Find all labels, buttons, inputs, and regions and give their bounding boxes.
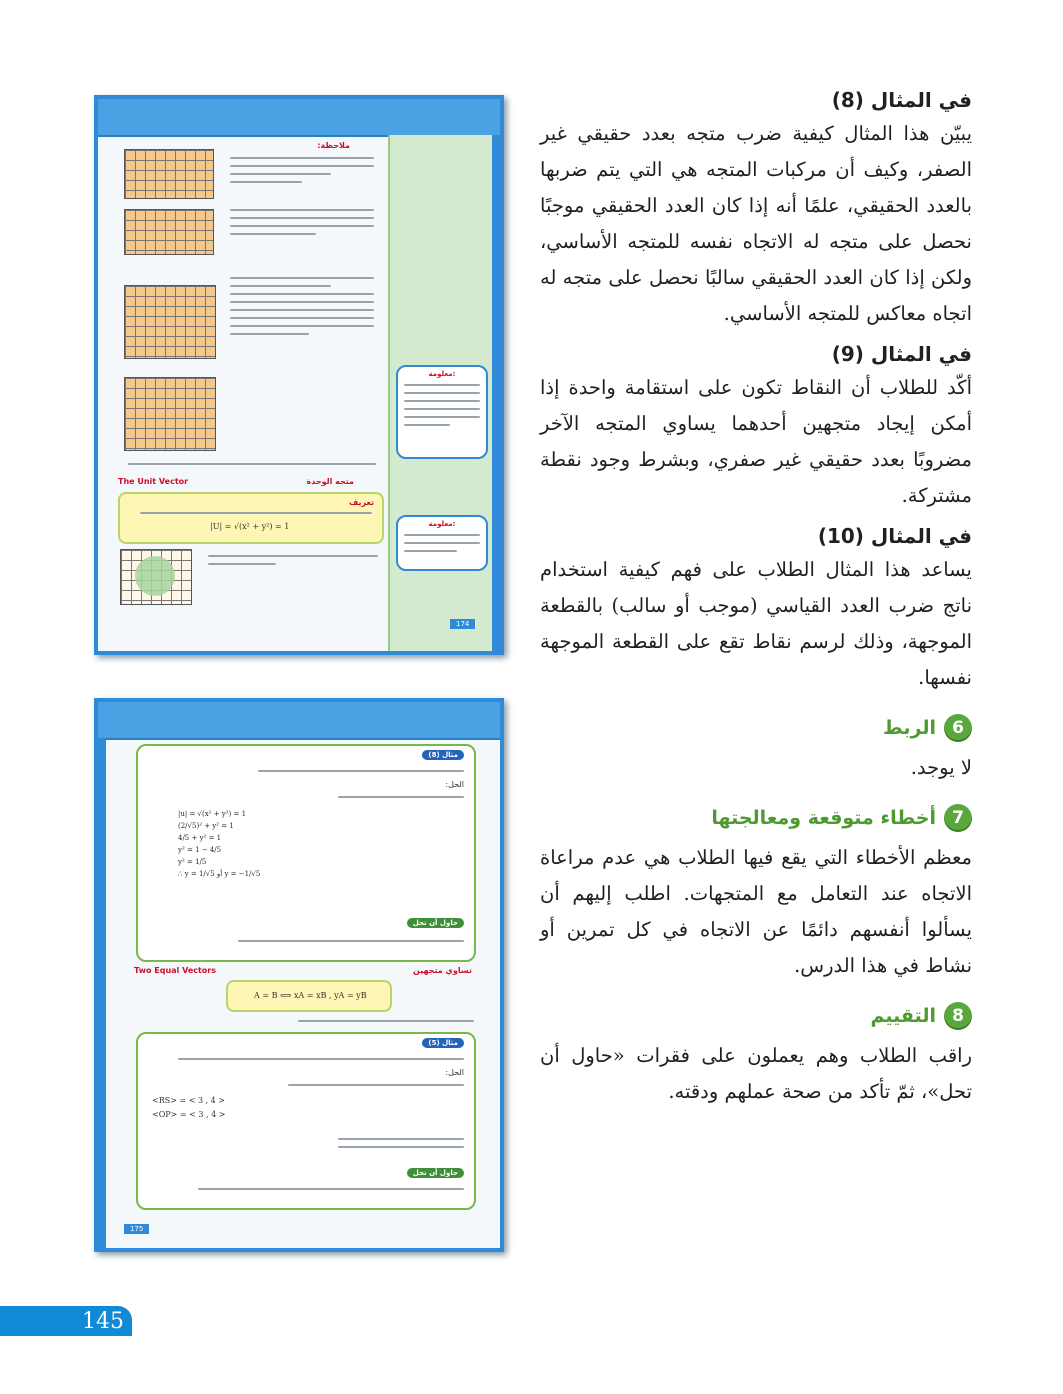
note-text-3 bbox=[230, 277, 374, 341]
thumbnail-header-band bbox=[98, 99, 500, 137]
unit-vector-en: The Unit Vector bbox=[118, 477, 189, 486]
try-it-label-2: حاول أن تحل bbox=[407, 1168, 464, 1178]
page-175-thumbnail bbox=[94, 698, 504, 1252]
info-bubble-2 bbox=[396, 515, 488, 571]
errors-text: معظم الأخطاء التي يقع فيها الطلاب هي عدم مراعاة الاتجاه عند التعامل مع المتجهات. اطلب إليهم أن يسألوا أنفسهم دائمًا عن الاتجاه في كل تمرين أو نشاط في هذا الدرس. bbox=[540, 846, 972, 977]
assessment-text: راقب الطلاب وهم يعملون على فقرات «حاول أن تحل»، ثمّ تأكد من صحة عملهم ودقته. bbox=[540, 1044, 972, 1103]
info-label-2: معلومة: bbox=[428, 520, 456, 528]
step-1: |u| = √(x² + y²) = 1 bbox=[178, 810, 247, 818]
thumbnail-header-band-2 bbox=[98, 702, 500, 740]
step-2: (2/√5)² + y² = 1 bbox=[178, 822, 234, 830]
errors-title: أخطاء متوقعة ومعالجتها bbox=[711, 807, 936, 829]
assessment-section bbox=[540, 1002, 972, 1030]
linking-title: الربط bbox=[883, 717, 936, 739]
unit-vector-ar: متجه الوحدة bbox=[306, 477, 354, 486]
solution-label: الحل: bbox=[445, 780, 464, 789]
note-text-4 bbox=[128, 463, 376, 471]
two-vectors-en: Two Equal Vectors bbox=[134, 966, 217, 975]
definition-label: تعريف bbox=[348, 498, 374, 507]
grid-figure-4 bbox=[124, 377, 216, 451]
margin-column bbox=[388, 135, 500, 651]
step-3: 4/5 + y² = 1 bbox=[178, 834, 222, 842]
page-number-175: 175 bbox=[124, 1224, 149, 1234]
step-4: y² = 1 − 4/5 bbox=[178, 846, 222, 854]
step-5: y² = 1/5 bbox=[178, 858, 207, 866]
left-stripe bbox=[98, 738, 106, 1252]
example-8-label: مثال (8) bbox=[422, 750, 464, 760]
example-8-heading: في المثال (8) bbox=[831, 88, 972, 112]
page-number-174: 174 bbox=[450, 619, 475, 629]
equality-box bbox=[226, 980, 392, 1012]
note-text-1 bbox=[230, 157, 374, 189]
guide-text-column bbox=[540, 80, 972, 1120]
margin-stripe bbox=[492, 135, 500, 651]
assessment-title: التقييم bbox=[870, 1005, 936, 1027]
two-vectors-ar: تساوي متجهين bbox=[413, 966, 472, 975]
example-10-text: يساعد هذا المثال الطلاب على فهم كيفية استخدام ناتج ضرب العدد القياسي (موجب أو سالب) بالقطعة الموجهة، وذلك لرسم نقاط تقع على القطعة الموجهة نفسها. bbox=[540, 558, 972, 689]
example-8-box bbox=[136, 744, 476, 962]
errors-section bbox=[540, 804, 972, 832]
unit-formula: |U| = √(x² + y²) = 1 bbox=[210, 522, 290, 531]
op-vector: <OP> = < 3 , 4 > bbox=[152, 1110, 226, 1119]
linking-section bbox=[540, 714, 972, 742]
page-174-thumbnail bbox=[94, 95, 504, 655]
equality-text: A = B ⟺ xA = xB , yA = yB bbox=[254, 991, 367, 1000]
try-it-label: حاول أن تحل bbox=[407, 918, 464, 928]
grid-figure-3 bbox=[124, 285, 216, 359]
note-label: ملاحظة: bbox=[317, 141, 350, 150]
assessment-number: 8 bbox=[944, 1002, 972, 1030]
info-bubble-1 bbox=[396, 365, 488, 459]
linking-text: لا يوجد. bbox=[910, 756, 972, 779]
step-6: ∴ y = 1/√5 أو y = −1/√5 bbox=[178, 870, 261, 878]
example-5-label: مثال (5) bbox=[422, 1038, 464, 1048]
info-label: معلومة: bbox=[428, 370, 456, 378]
rs-vector: <RS> = < 3 , 4 > bbox=[152, 1096, 225, 1105]
grid-figure-2 bbox=[124, 209, 214, 255]
example-9-heading: في المثال (9) bbox=[831, 342, 972, 366]
example-10-heading: في المثال (10) bbox=[817, 524, 972, 548]
grid-figure-1 bbox=[124, 149, 214, 199]
example-5-box bbox=[136, 1032, 476, 1210]
note-text-2 bbox=[230, 209, 374, 241]
examples-text bbox=[208, 555, 378, 571]
example-9-text: أكّد للطلاب أن النقاط تكون على استقامة واحدة إذا أمكن إيجاد متجهين أحدهما يساوي المتجه الآخر مضروبًا بعدد حقيقي غير صفري، وبشرط وجود نقطة مشتركة. bbox=[540, 376, 972, 507]
errors-number: 7 bbox=[944, 804, 972, 832]
example-8-text: يبيّن هذا المثال كيفية ضرب متجه بعدد حقيقي غير الصفر، وكيف أن مركبات المتجه هي التي يتم ضربها بالعدد الحقيقي، علمًا أنه إذا كان العدد الحقيقي موجبًا نحصل على متجه له الاتجاه نفسه للمتجه الأساسي، ولكن إذا كان العدد الحقيقي سالبًا نحصل على متجه له اتجاه معاكس للمتجه الأساسي. bbox=[540, 122, 972, 325]
solution-label-2: الحل: bbox=[445, 1068, 464, 1077]
solution-steps bbox=[178, 808, 260, 880]
definition-box bbox=[118, 492, 384, 544]
linking-number: 6 bbox=[944, 714, 972, 742]
page-number: 145 bbox=[0, 1306, 132, 1336]
unit-circle-figure bbox=[120, 549, 192, 605]
